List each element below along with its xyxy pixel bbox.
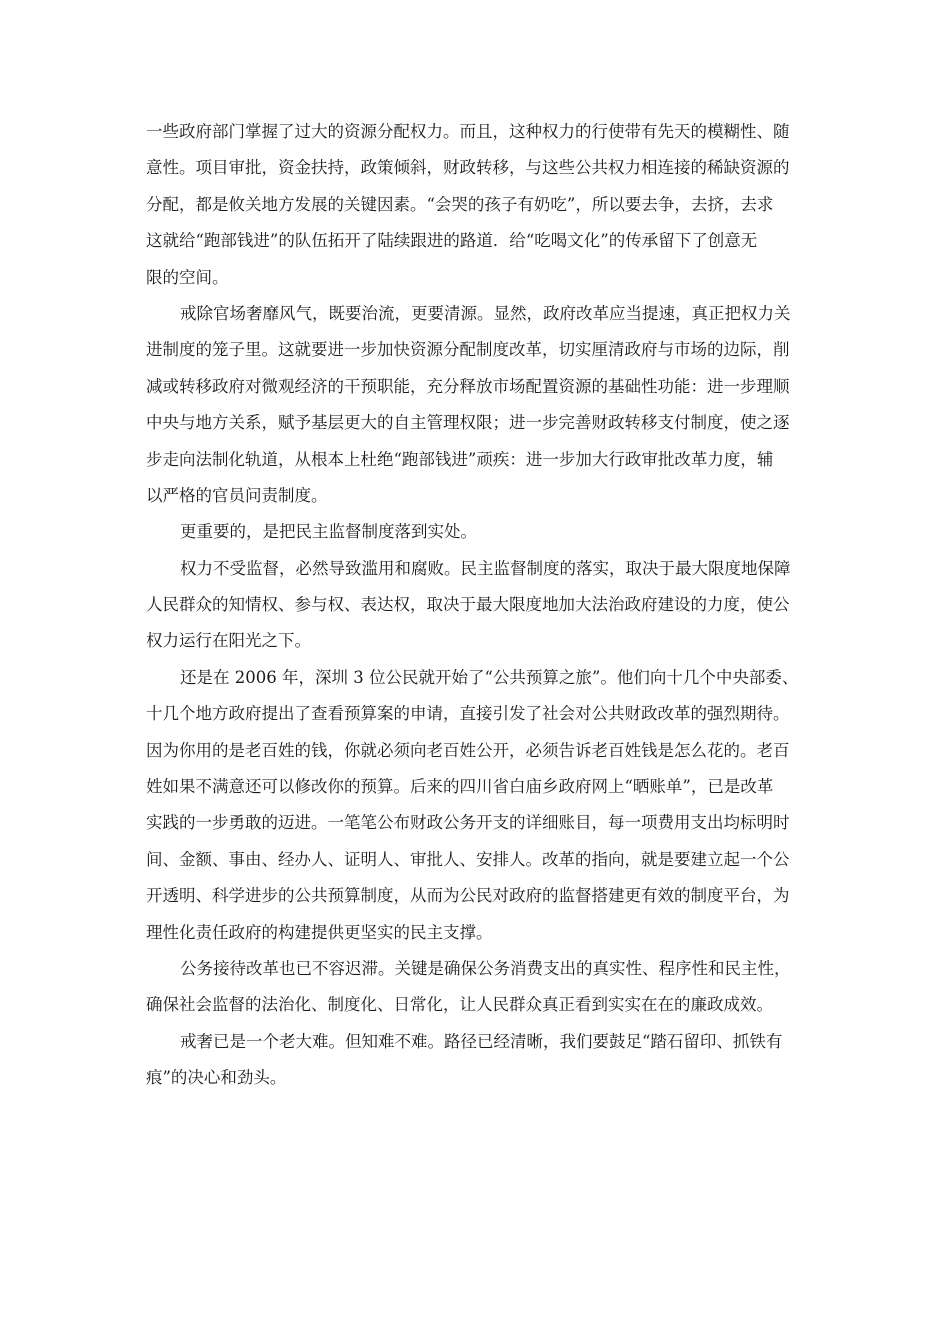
text-line: 姓如果不满意还可以修改你的预算。后来的四川省白庙乡政府网上“晒账单”，已是改革 — [146, 777, 774, 797]
text-line: 实践的一步勇敢的迈进。一笔笔公布财政公务开支的详细账目，每一项费用支出均标明时 — [146, 813, 790, 833]
text-line: 理性化责任政府的构建提供更坚实的民主支撑。 — [146, 922, 493, 942]
text-line: 戒除官场奢靡风气，既要治流，更要清源。显然，政府改革应当提速，真正把权力关 — [180, 303, 791, 323]
text-line: 十几个地方政府提出了查看预算案的申请，直接引发了社会对公共财政改革的强烈期待。 — [146, 704, 790, 724]
text-line: 公务接待改革也已不容迟滞。关键是确保公务消费支出的真实性、程序性和民主性， — [180, 958, 791, 978]
text-line: 间、金额、事由、经办人、证明人、审批人、安排人。改革的指向，就是要建立起一个公 — [146, 849, 790, 869]
text-line: 减或转移政府对微观经济的干预职能，充分释放市场配置资源的基础性功能：进一步理顺 — [146, 376, 790, 396]
text-line: 因为你用的是老百姓的钱，你就必须向老百姓公开，必须告诉老百姓钱是怎么花的。老百 — [146, 740, 790, 760]
text-line: 进制度的笼子里。这就要进一步加快资源分配制度改革，切实厘清政府与市场的边际，削 — [146, 340, 790, 360]
text-line: 开透明、科学进步的公共预算制度，从而为公民对政府的监督搭建更有效的制度平台，为 — [146, 886, 790, 906]
text-line: 中央与地方关系，赋予基层更大的自主管理权限；进一步完善财政转移支付制度，使之逐 — [146, 413, 790, 433]
text-line: 痕”的决心和劲头。 — [146, 1068, 287, 1088]
text-line: 这就给“跑部钱进”的队伍拓开了陆续跟进的路道．给“吃喝文化”的传承留下了创意无 — [146, 231, 758, 251]
text-line: 限的空间。 — [146, 267, 229, 287]
text-line: 权力运行在阳光之下。 — [146, 631, 311, 651]
article-body — [146, 114, 816, 1097]
text-line: 步走向法制化轨道，从根本上杜绝“跑部钱进”顽疾：进一步加大行政审批改革力度，辅 — [146, 449, 774, 469]
text-line: 权力不受监督，必然导致滥用和腐败。民主监督制度的落实，取决于最大限度地保障 — [180, 558, 791, 578]
text-line: 意性。项目审批，资金扶持，政策倾斜，财政转移，与这些公共权力相连接的稀缺资源的 — [146, 158, 790, 178]
text-line: 确保社会监督的法治化、制度化、日常化，让人民群众真正看到实实在在的廉政成效。 — [146, 995, 773, 1015]
text-line: 还是在 2006 年，深圳 3 位公民就开始了“公共预算之旅”。他们向十几个中央部委、 — [180, 667, 799, 687]
text-line: 人民群众的知情权、参与权、表达权，取决于最大限度地加大法治政府建设的力度，使公 — [146, 595, 790, 615]
text-line: 戒奢已是一个老大难。但知难不难。路径已经清晰，我们要鼓足“踏石留印、抓铁有 — [180, 1031, 783, 1051]
text-line: 更重要的，是把民主监督制度落到实处。 — [180, 522, 477, 542]
text-line: 一些政府部门掌握了过大的资源分配权力。而且，这种权力的行使带有先天的模糊性、随 — [146, 122, 790, 141]
text-line: 以严格的官员问责制度。 — [146, 485, 328, 505]
text-line: 分配，都是攸关地方发展的关键因素。“会哭的孩子有奶吃”，所以要去争，去挤，去求 — [146, 194, 774, 214]
